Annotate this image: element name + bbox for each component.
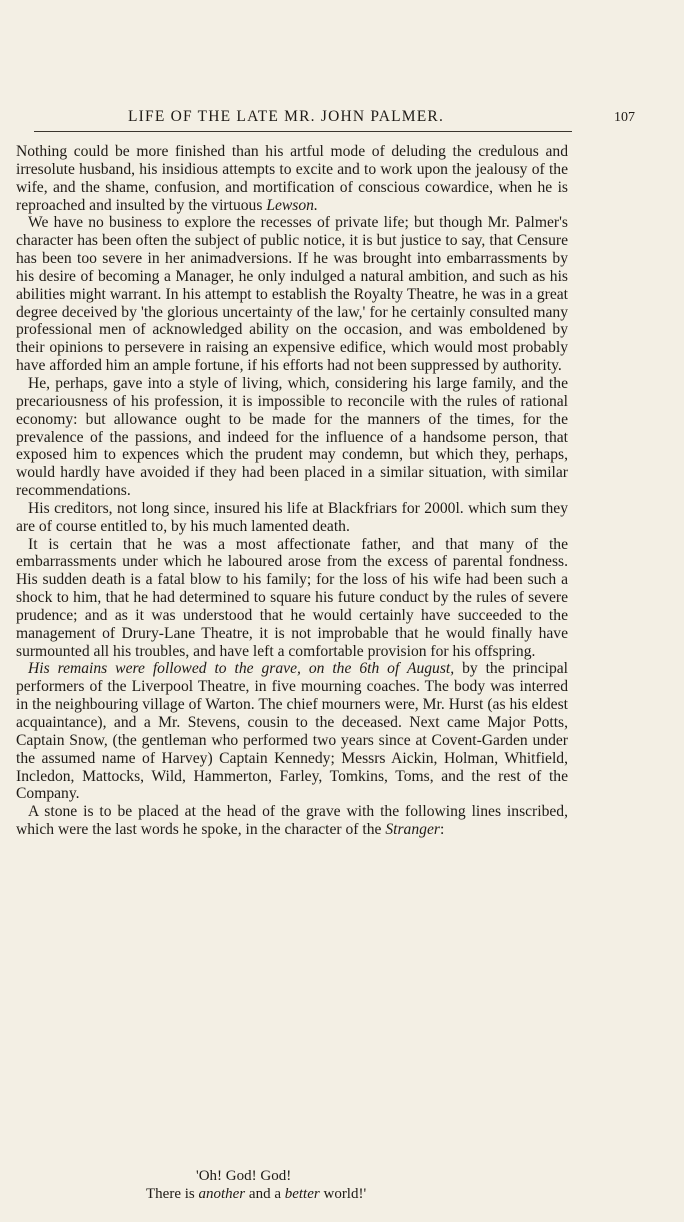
text-run: His creditors, not long since, insured his life at Blackfriars for 2000l. which sum they are of course entitled to, by his much lamented death. bbox=[16, 499, 568, 535]
header-rule bbox=[34, 131, 572, 132]
text-run: We have no business to explore the recesses of private life; but though Mr. Palmer's character has been often the subject of public notice, it is but justice to say, that Censure has been too severe in her animadversions. If he was brought into embarrassments by his desire of becoming a Manager, he only indulged a natural ambition, and such as his abilities might warrant. In his attempt to establish the Royalty Theatre, he was in a great degree deceived by 'the glorious uncertainty of the law,' for he certainly consulted many professional men of acknowledged ability on the occasion, and was emboldened by their opinions to persevere in raising an expensive edifice, which would most probably have afforded him an ample fortune, if his efforts had not been suppressed by authority. bbox=[16, 214, 568, 375]
text-run: It is certain that he was a most affectionate father, and that many of the embarrassments under which he laboured arose from the excess of parental fondness. His sudden death is a fatal blow to his family; for the loss of his wife had been such a shock to him, that he had determined to square his future conduct by the rules of severe prudence; and as it was understood that he would certainly have succeeded to the management of Drury-Lane Theatre, it is not improbable that he would finally have surmounted all his troubles, and have left a comfortable provision for his offspring. bbox=[16, 535, 568, 660]
text-run: A stone is to be placed at the head of the grave with the following lines inscribed, which were the last words he spoke, in the character of the bbox=[16, 803, 568, 839]
paragraph bbox=[16, 143, 568, 214]
page-header bbox=[0, 108, 684, 130]
epitaph-text: and a bbox=[245, 1186, 285, 1202]
paragraph bbox=[16, 803, 568, 839]
paragraph bbox=[16, 536, 568, 661]
body-text bbox=[16, 143, 568, 839]
epitaph-line-2 bbox=[146, 1185, 366, 1203]
italic-run: Lewson. bbox=[266, 196, 318, 214]
italic-run: Stranger bbox=[385, 821, 440, 839]
epitaph-line-1 bbox=[196, 1167, 291, 1185]
italic-run: His remains were followed to the grave, on the 6th of August, bbox=[28, 660, 455, 678]
paragraph bbox=[16, 500, 568, 536]
epitaph-emphasis: another bbox=[198, 1186, 246, 1202]
page-number: 107 bbox=[614, 110, 635, 125]
text-run: by the principal performers of the Liverpool Theatre, in five mourning coaches. The body was interred in the neighbouring village of Warton. The chief mourners were, Mr. Hurst (as his eldest acquaintance), and a Mr. Stevens, cousin to the deceased. Next came Major Potts, Captain Snow, (the gentleman who performed two years since at Covent-Garden under the assumed name of Harvey) Captain Kennedy; Messrs Aickin, Holman, Whitfield, Incledon, Mattocks, Wild, Hammerton, Farley, Tomkins, Toms, and the rest of the Company. bbox=[16, 660, 568, 803]
text-run: : bbox=[439, 821, 445, 839]
text-run: Nothing could be more finished than his artful mode of deluding the credulous and irresolute husband, his insidious attempts to excite and to work upon the jealousy of the wife, and the shame, confusion, and mortification of conscious cowardice, when he is reproached and insulted by the virtuous bbox=[16, 143, 568, 214]
paragraph bbox=[16, 375, 568, 500]
paragraph bbox=[16, 660, 568, 803]
text-run: He, perhaps, gave into a style of living, which, considering his large family, and the precariousness of his profession, it is impossible to reconcile with the rules of rational economy: but allowance ought to be made for the manners of the times, for the prevalence of the passions, and indeed for the influence of a handsome person, that exposed him to expences which the prudent may condemn, but which they, perhaps, would hardly have avoided if they had been placed in a similar situation, with similar recommendations. bbox=[16, 374, 568, 500]
running-title: LIFE OF THE LATE MR. JOHN PALMER. bbox=[128, 108, 445, 125]
epitaph-emphasis: better bbox=[284, 1186, 320, 1202]
epitaph-line-1-text: 'Oh! God! God! bbox=[196, 1168, 292, 1184]
paragraph bbox=[16, 214, 568, 375]
epitaph-text: There is bbox=[146, 1186, 199, 1202]
epitaph-text: world!' bbox=[319, 1186, 367, 1202]
